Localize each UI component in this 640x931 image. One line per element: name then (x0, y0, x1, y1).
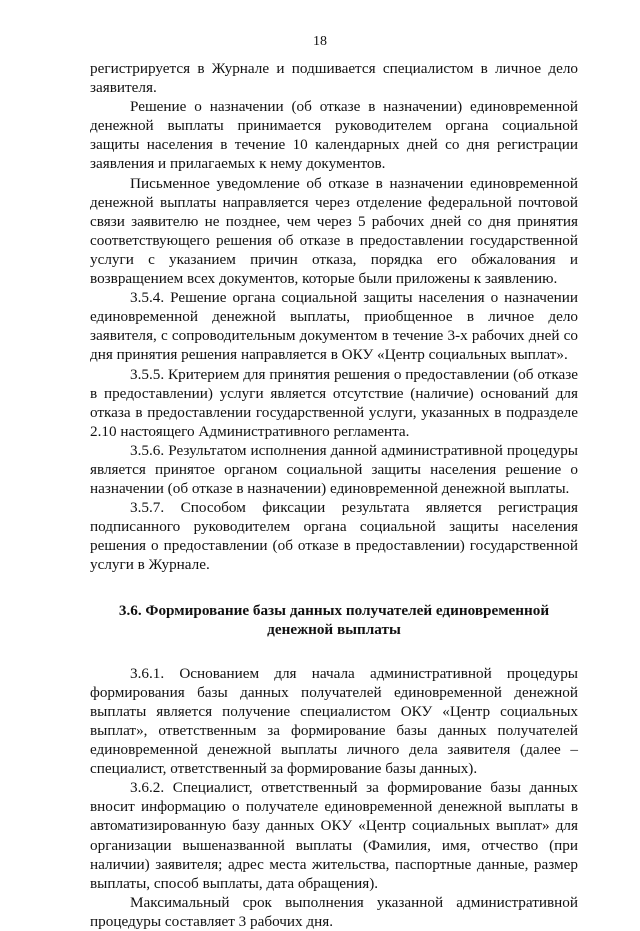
page-number: 18 (313, 34, 327, 49)
paragraph-3-6-2: 3.6.2. Специалист, ответственный за формирование базы данных вносит информацию о получателе единовременной денежной выплаты в автоматизированную базу данных ОКУ «Центр социальных выплат» для организации вышеназванной выплаты (Фамилия, имя, отчество (при наличии) заявителя; адрес места жительства, паспортные данные, размер выплаты, способ выплаты, дата обращения). (90, 779, 578, 892)
paragraph-3-6-1: 3.6.1. Основанием для начала административной процедуры формирования базы данных получателей единовременной денежной выплаты является получение специалистом ОКУ «Центр социальных выплат», ответственным за формирование базы данных получателей единовременной денежной выплаты личного дела заявителя (далее – специалист, ответственный за формирование базы данных). (90, 664, 578, 778)
section-heading: 3.6. Формирование базы данных получателей единовременной денежной выплаты (118, 601, 550, 638)
paragraph-3-5-5: 3.5.5. Критерием для принятия решения о предоставлении (об отказе в предоставлении) услуги является отсутствие (наличие) оснований для отказа в предоставлении государственной услуги, указанных в подразделе 2.10 настоящего Административного регламента. (90, 365, 578, 440)
paragraph-continuation: регистрируется в Журнале и подшивается специалистом в личное дело заявителя. (90, 60, 578, 97)
paragraph-3-5-6: 3.5.6. Результатом исполнения данной административной процедуры является принятое органом социальной защиты населения решение о назначении (об отказе в назначении) единовременной денежной выплаты. (90, 441, 578, 498)
paragraph-refusal-notice: Письменное уведомление об отказе в назначении единовременной денежной выплаты направляется через отделение федеральной почтовой связи заявителю не позднее, чем через 5 рабочих дней со дня принятия соответствующего решения об отказе в предоставлении государственной услуги с указанием причин отказа, порядка его обжалования и возвращением всех документов, которые были приложены к заявлению. (90, 174, 578, 288)
paragraph-decision: Решение о назначении (об отказе в назначении) единовременной денежной выплаты принимается руководителем органа социальной защиты населения в течение 10 календарных дней со дня регистрации заявления и прилагаемых к нему документов. (90, 98, 578, 173)
paragraph-3-5-7: 3.5.7. Способом фиксации результата является регистрация подписанного руководителем органа социальной защиты населения решения о предоставлении (об отказе в предоставлении) государственной услуги в Журнале. (90, 499, 578, 574)
paragraph-max-term: Максимальный срок выполнения указанной административной процедуры составляет 3 рабочих дня. (90, 893, 578, 930)
paragraph-3-5-4: 3.5.4. Решение органа социальной защиты населения о назначении единовременной денежной выплаты, приобщенное в личное дело заявителя, с сопроводительным документом в течение 3-х рабочих дней со дня принятия решения направляется в ОКУ «Центр социальных выплат». (90, 289, 578, 364)
document-body (90, 59, 578, 931)
